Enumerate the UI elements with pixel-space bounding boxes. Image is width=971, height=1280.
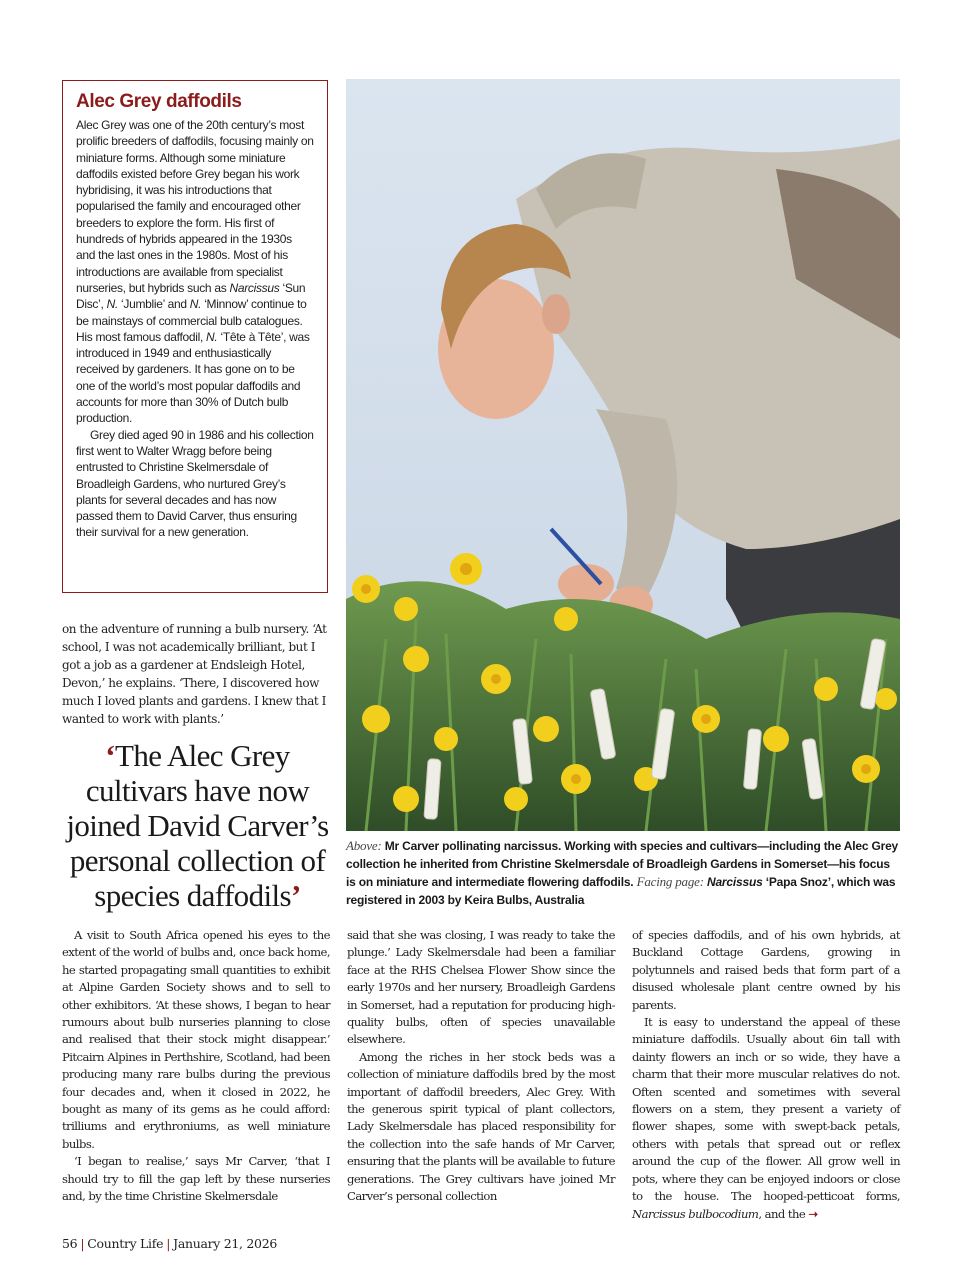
text-run: It is easy to understand the appeal of these miniature daffodils. Usually about 6in tall with dainty flowers an inch or so wide, they have a charm that their more muscular relatives do not. Often scented and sometimes with several flowers on a stem, they present a variety of flower shapes, some with swept-back petals, others with petals that spread out or reflex around the cup of the flower. All grow well in pots, where they can be enjoyed indoors or close to the house. The hooped-petticoat forms, [632, 1015, 900, 1204]
text-run: ‘Jumblie’ and [117, 297, 190, 312]
caption-rest: ‘Papa Snoz’, which was registered in 2003 by Keira Bulbs, Australia [346, 875, 896, 907]
close-quote-mark: ’ [290, 878, 301, 913]
intro-paragraph: on the adventure of running a bulb nursery. ‘At school, I was not academically brilliant, but I got a job as a gardener at Endsleigh Hotel, Devon,’ he explains. ‘There, I discovered how much I loved plants and gardens. I knew that I wanted to work with plants.’ [62, 622, 327, 726]
photo-illustration [346, 79, 900, 831]
magazine-name: Country Life [87, 1236, 164, 1251]
sidebar-box [62, 80, 328, 593]
body-column-3 [632, 927, 900, 1223]
sidebar-paragraph-2: Grey died aged 90 in 1986 and his collection first went to Walter Wragg before being entrusted to Christine Skelmersdale of Broadleigh Gardens, who nurtured Grey’s plants for several decades and has now passed them to David Carver, thus ensuring their survival for a new generation. [76, 427, 314, 540]
pull-quote-text: The Alec Grey cultivars have now joined David Carver’s personal collection of species daffodils [66, 738, 329, 913]
caption-facing-label: Facing page: [636, 874, 704, 889]
body-paragraph: of species daffodils, and of his own hybrids, at Buckland Cottage Gardens, growing in polytunnels and raised beds that form part of a disused wholesale plant centre owned by his parents. [632, 928, 900, 1012]
open-quote-mark: ‘ [105, 738, 116, 773]
feature-photo [346, 79, 900, 831]
sidebar-title: Alec Grey daffodils [76, 91, 242, 112]
body-paragraph: ‘I began to realise,’ says Mr Carver, ‘that I should try to fill the gap left by these nurseries and, by the time Christine Skelmersdale [62, 1154, 330, 1204]
text-run: , and the [758, 1206, 809, 1221]
continue-arrow-icon: ➝ [808, 1206, 818, 1221]
text-run: ‘Minnow’ continue to be mainstays of commercial bulb catalogues. His most famous daffodil, [76, 297, 307, 344]
body-paragraph [632, 1014, 900, 1223]
text-run: ‘Sun Disc’, [76, 280, 306, 312]
caption-main: Mr Carver pollinating narcissus. Working with species and cultivars—including the Alec Grey collection he inherited from Christine Skelmersdale of Broadleigh Gardens in Somerset—his focus is on miniature and intermediate flowering daffodils. [346, 839, 899, 889]
body-column-2 [347, 927, 615, 1206]
sidebar-paragraph-1 [76, 117, 314, 427]
pull-quote [55, 738, 340, 913]
body-paragraph: A visit to South Africa opened his eyes to the extent of the world of bulbs and, once back home, he started propagating small quantities to exhibit at Alpine Garden Society shows and to sell to other exhibitors. ‘At these shows, I began to hear rumours about bulb nurseries planning to close and realised that their stock might disappear.’ Pitcairn Alpines in Perthshire, Scotland, had been producing many rare bulbs during the previous four decades and, when it closed in 2022, he bought as many of its gems as he could afford: trilliums and erythroniums, as well miniature bulbs. [62, 928, 330, 1151]
issue-date: January 21, 2026 [173, 1236, 278, 1251]
text-run-italic: N. [206, 329, 218, 344]
photo-caption [346, 837, 902, 909]
page-number: 56 [62, 1236, 78, 1251]
text-run-italic: N. [189, 297, 202, 312]
footer-separator: | [80, 1236, 85, 1251]
text-run: Alec Grey was one of the 20th century’s most prolific breeders of daffodils, focusing mainly on miniature forms. Although some miniature daffodils existed before Grey began his work hybridising, it was his introductions that popularised the family and encouraged other breeders to explore the form. His first of hundreds of hybrids appeared in the 1930s and the last ones in the 1980s. Most of his introductions are available from specialist nurseries, but hybrids such as [76, 118, 314, 295]
page-footer [62, 1236, 277, 1251]
body-paragraph: said that she was closing, I was ready to take the plunge.’ Lady Skelmersdale had been a familiar face at the RHS Chelsea Flower Show since the early 1970s and her nursery, Broadleigh Gardens in Somerset, had a reputation for producing high-quality bulbs, often of species unavailable elsewhere. [347, 928, 615, 1047]
text-run: ‘Tête à Tête’, was introduced in 1949 and enthusiastically received by gardeners. It has gone on to be one of the world’s most popular daffodils and accounts for more than 30% of Dutch bulb production. [76, 329, 310, 426]
footer-separator: | [166, 1236, 171, 1251]
text-run-italic: Narcissus [229, 280, 280, 295]
text-run-italic: Narcissus bulbocodium [632, 1206, 759, 1221]
caption-above-label: Above: [346, 838, 382, 853]
body-column-1 [62, 927, 330, 1206]
body-paragraph: Among the riches in her stock beds was a collection of miniature daffodils bred by the most important of daffodil breeders, Alec Grey. With the generous spirit typical of plant collectors, Lady Skelmersdale has placed responsibility for the collection into the safe hands of Mr Carver, ensuring that the plants will be available to future generations. The Grey cultivars have joined Mr Carver’s personal collection [347, 1049, 615, 1204]
caption-species: Narcissus [703, 875, 763, 889]
text-run-italic: N. [106, 297, 118, 312]
